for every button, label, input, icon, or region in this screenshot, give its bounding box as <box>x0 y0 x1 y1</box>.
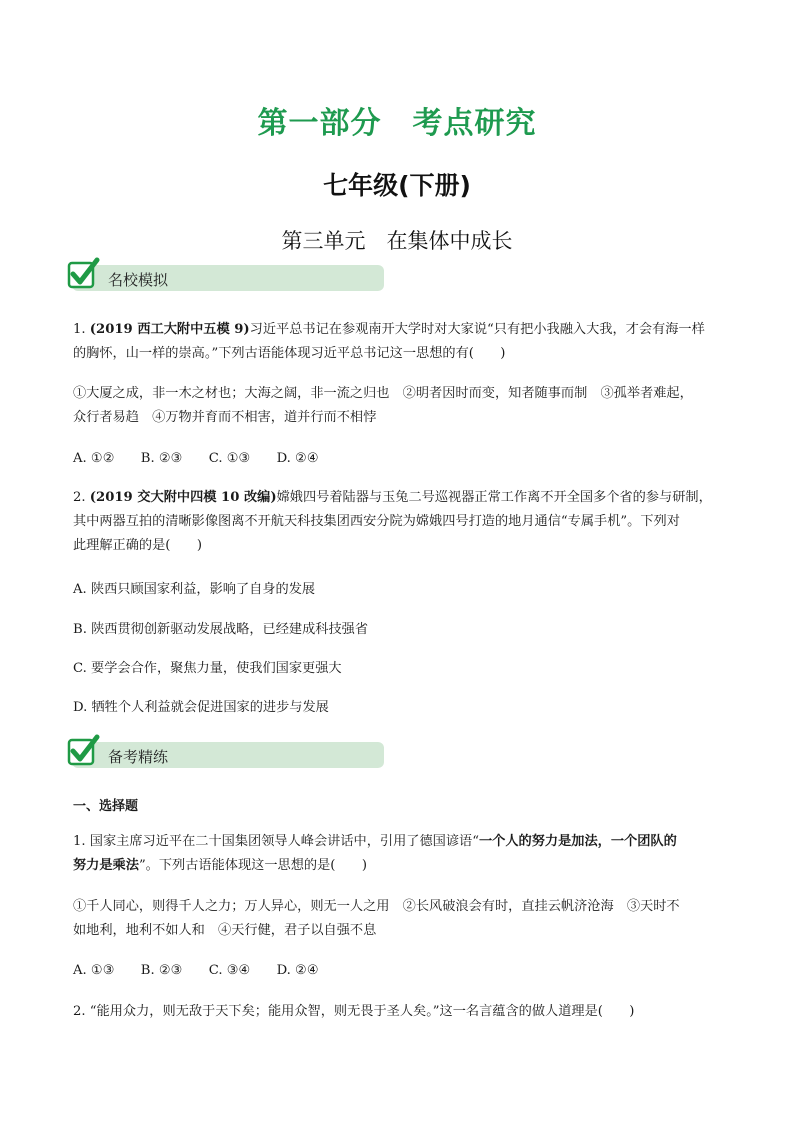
question-2-option-a: A. 陕西只顾国家利益，影响了自身的发展 <box>73 582 316 597</box>
question-2-option-c: C. 要学会合作，聚焦力量，使我们国家更强大 <box>73 661 342 676</box>
unit-title: 第三单元 在集体中成长 <box>281 229 513 253</box>
question-number: 1. <box>73 322 90 337</box>
question-1-options <box>73 382 733 430</box>
choice-a: A. ①③ <box>73 963 115 978</box>
section-banner-beikao <box>66 740 384 768</box>
choice-d: D. ②④ <box>276 963 319 978</box>
options-line-2: 如地利，地利不如人和 ④天行健，君子以自强不息 <box>73 923 377 938</box>
practice-question-1-line-1 <box>73 830 733 854</box>
options-line-2: 众行者易趋 ④万物并育而不相害，道并行而不相悖 <box>73 410 377 425</box>
choice-d: D. ②④ <box>276 451 319 466</box>
part-title: 第一部分 考点研究 <box>257 106 537 141</box>
section-banner-mingxiao <box>66 263 384 291</box>
question-number: 2. <box>73 490 90 505</box>
section-label: 备考精练 <box>108 748 169 766</box>
question-text: ”。下列古语能体现这一思想的是( ) <box>138 858 367 873</box>
check-icon <box>66 734 100 768</box>
section-label: 名校模拟 <box>108 271 169 289</box>
question-2-stem-line-2: 其中两器互拍的清晰影像图离不开航天科技集团西安分院为嫦娥四号打造的地月通信“专属手机”。下列对 <box>73 514 680 529</box>
options-line-1: ①千人同心，则得千人之力；万人异心，则无一人之用 ②长风破浪会有时，直挂云帆济沧海 ③天时不 <box>73 899 680 914</box>
choice-c: C. ③④ <box>208 963 251 978</box>
question-text: 1. 国家主席习近平在二十国集团领导人峰会讲话中，引用了德国谚语“ <box>73 834 479 849</box>
question-text: 嫦娥四号着陆器与玉兔二号巡视器正常工作离不开全国多个省的参与研制， <box>276 490 712 505</box>
question-2-stem-line-1 <box>73 486 733 510</box>
part-heading: 一、选择题 <box>73 799 139 814</box>
options-line-1: ①大厦之成，非一木之材也；大海之阔，非一流之归也 ②明者因时而变，知者随事而制 ③孤举者难起， <box>73 386 693 401</box>
choice-b: B. ②③ <box>140 963 183 978</box>
question-2-option-d: D. 牺牲个人利益就会促进国家的进步与发展 <box>73 700 329 715</box>
question-source: (2019 西工大附中五模 9) <box>89 322 250 337</box>
question-2 <box>73 486 733 558</box>
quote-bold: 努力是乘法 <box>73 858 139 873</box>
check-icon <box>66 257 100 291</box>
practice-question-1 <box>73 830 733 878</box>
practice-question-2: 2. “能用众力，则无敌于天下矣；能用众智，则无畏于圣人矣。”这一名言蕴含的做人道理是( ) <box>73 1004 635 1019</box>
question-source: (2019 交大附中四模 10 改编) <box>89 490 277 505</box>
choice-b: B. ②③ <box>140 451 183 466</box>
practice-question-1-line-2 <box>73 854 733 878</box>
choice-a: A. ①② <box>73 451 115 466</box>
grade-title: 七年级(下册) <box>323 171 471 200</box>
question-text: 习近平总书记在参观南开大学时对大家说“只有把小我融入大我，才会有海一样 <box>249 322 705 337</box>
question-1-choices <box>73 451 341 466</box>
question-2-stem-line-3: 此理解正确的是( ) <box>73 538 202 553</box>
quote-bold: 一个人的努力是加法，一个团队的 <box>478 834 677 849</box>
question-2-option-b: B. 陕西贯彻创新驱动发展战略，已经建成科技强省 <box>73 622 369 637</box>
choice-c: C. ①③ <box>208 451 251 466</box>
practice-question-1-options <box>73 895 733 943</box>
question-1-stem-line-2: 的胸怀，山一样的崇高。”下列古语能体现习近平总书记这一思想的有( ) <box>73 346 506 361</box>
question-1 <box>73 318 733 366</box>
question-1-stem-line-1 <box>73 318 733 342</box>
practice-question-1-choices <box>73 963 341 978</box>
